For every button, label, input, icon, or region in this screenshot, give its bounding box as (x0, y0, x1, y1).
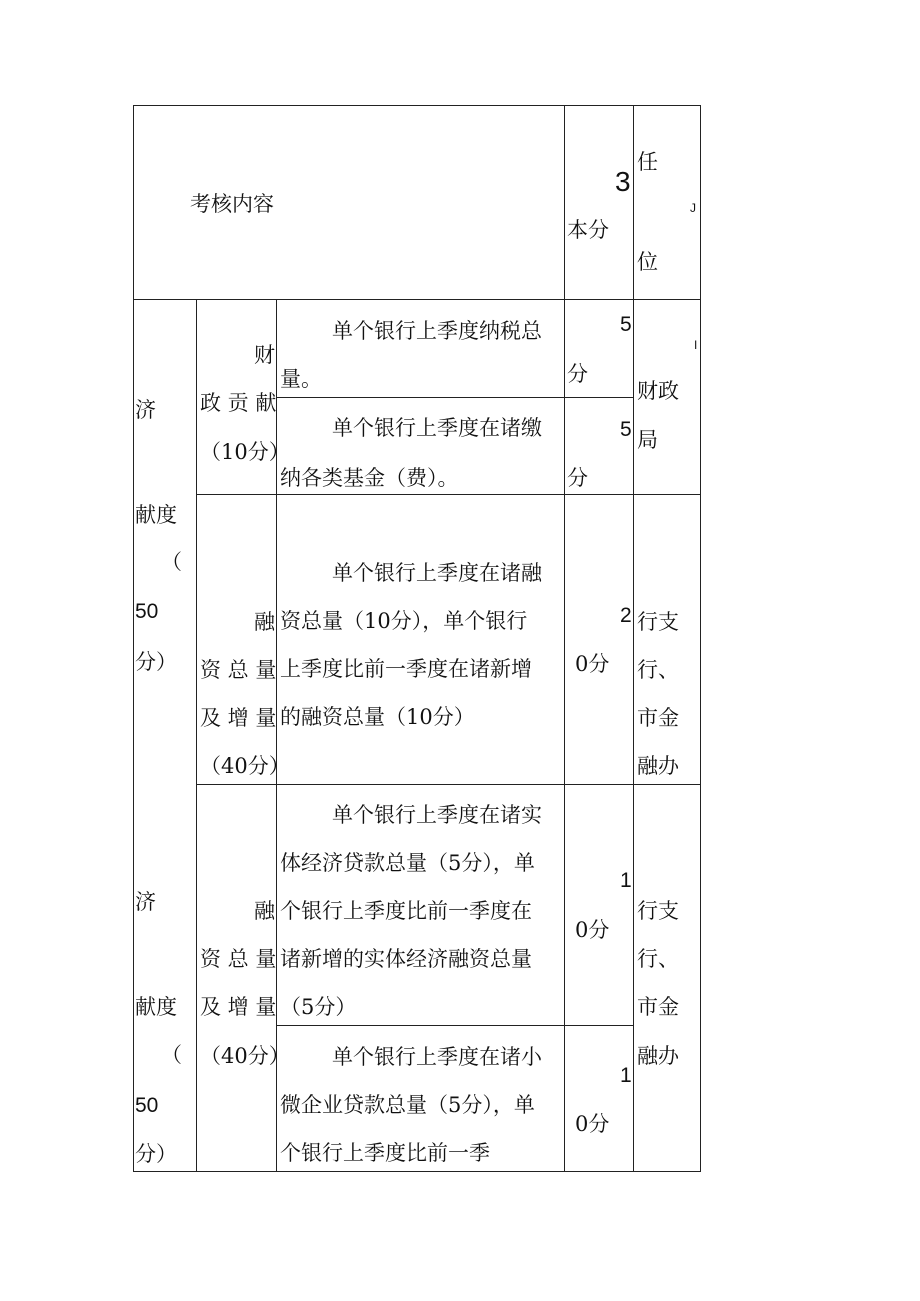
col-line-dept (633, 105, 634, 1172)
row-line-finance (196, 494, 701, 495)
header-score-label: 本分 (567, 218, 609, 242)
header-resp-line1: 任 (637, 150, 658, 174)
row-line-financing (196, 784, 701, 785)
table-border-left (133, 105, 134, 1172)
col-line-item (276, 299, 277, 1172)
col-line-sub (196, 299, 197, 1172)
header-resp-line2: 位 (637, 250, 658, 274)
row-line-header (133, 299, 701, 300)
table-border-right (700, 105, 701, 1172)
col-line-score (564, 105, 565, 1172)
row-line-tax (276, 397, 634, 398)
document-page: 考核内容 3 本分 任 J 位 济 献度 （ 50 分） 财 政 贡 献 （10分） 单个银行上季度纳税总 量。 5 分 单个银行上季度在诸缴 纳各类基金（费）。 5 分 I 财政 局 融 资 总 量 及 增 量 （40分） 单个银行上季度在诸融 资总量（10分），单个银行 上季度比前一季度在诸新增 的融资总量（10分） 2 0分 行支 行、 市金 融办 济 献度 （ 50 分） 融 资 总 量 及 增 量 （40分） 单个银行上季度在诸实 体经济贷款总量（5分），单 个银行上季度比前一季度在 诸新增的实体经济融资总量 （5分） 1 0分 单个银行上季度在诸小 微企业贷款总量（5分），单 个银行上季度比前一季 1 0分 行支 行、 市金 融办 (0, 0, 920, 1301)
table-border-top (133, 105, 701, 106)
table-border-bottom (133, 1171, 701, 1172)
header-resp-mark: J (690, 201, 696, 215)
row-line-real-economy (276, 1025, 634, 1026)
header-content-label: 考核内容 (190, 192, 274, 216)
header-score-digit: 3 (615, 166, 631, 197)
